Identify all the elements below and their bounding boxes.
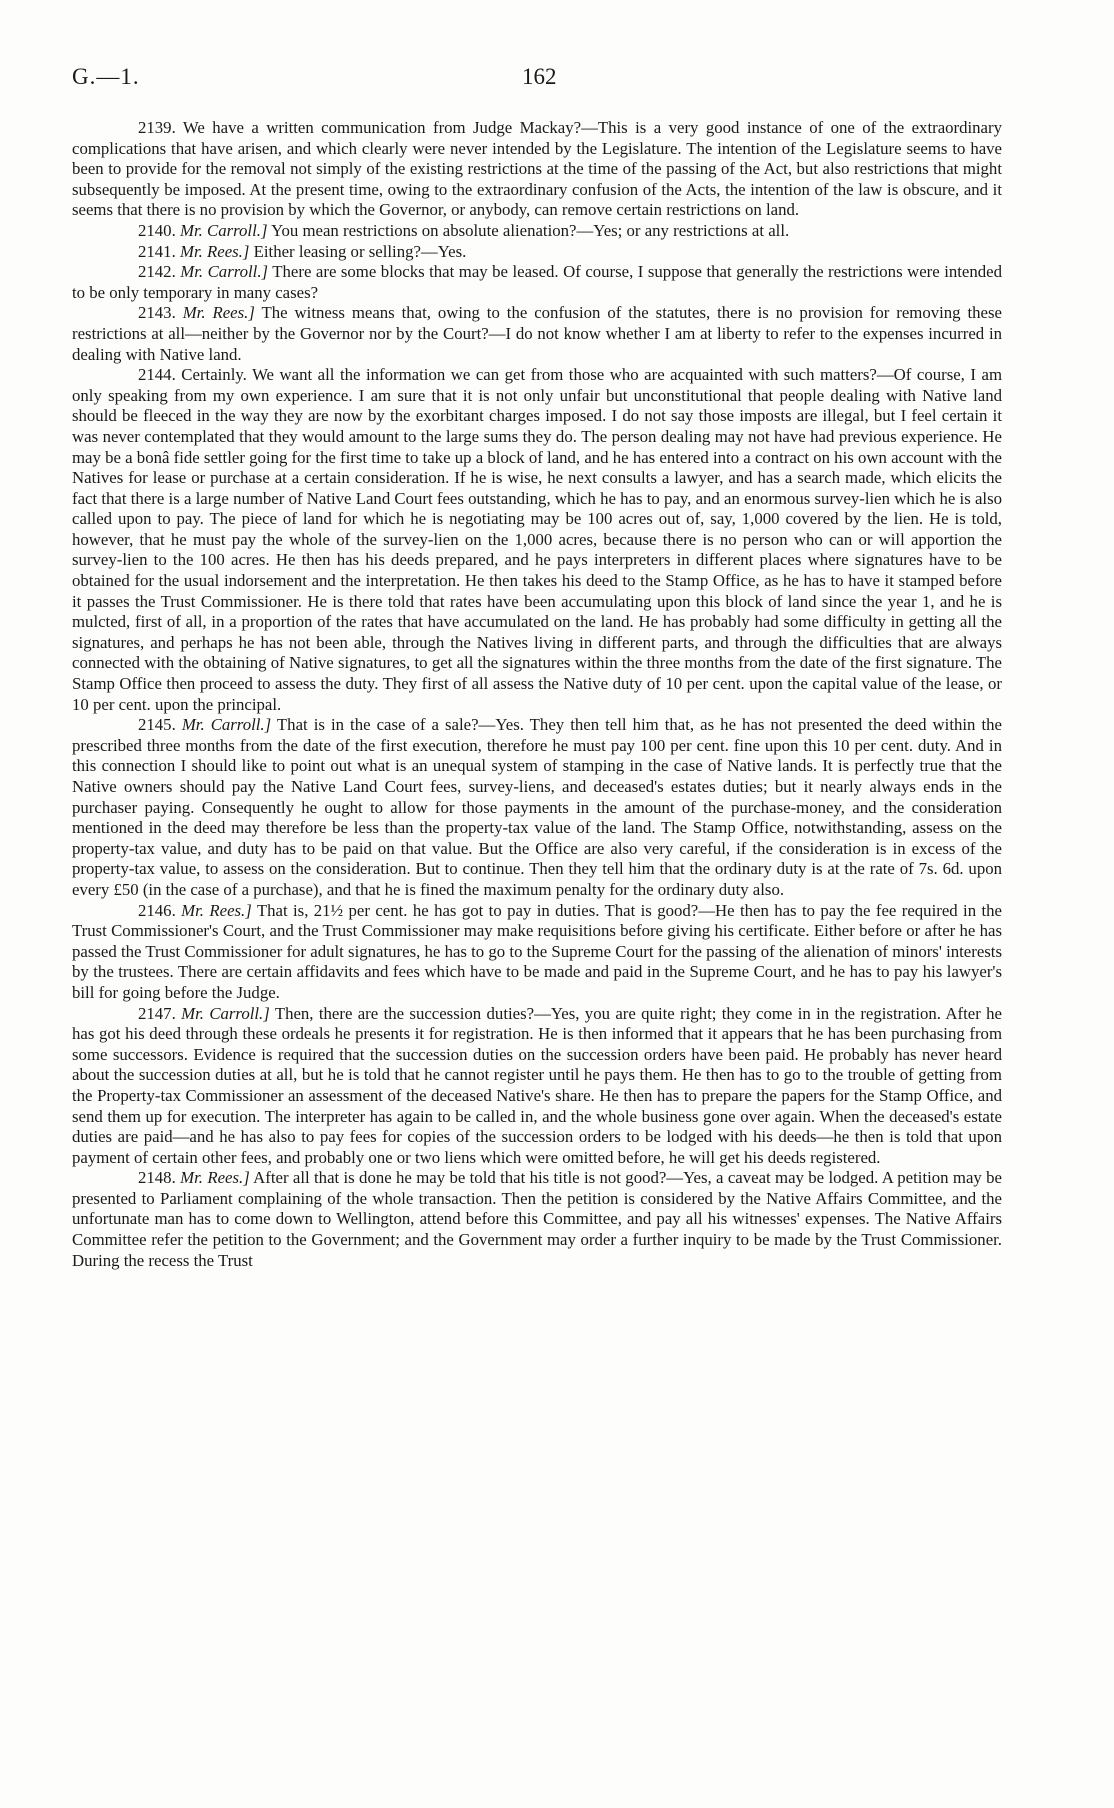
speaker-name: Mr. Carroll.]: [181, 1003, 270, 1023]
paragraph-2147: [72, 1004, 1002, 1169]
paragraph-number: 2140.: [138, 220, 176, 240]
page-number: 162: [522, 64, 557, 89]
paragraph-2148: [72, 1168, 1002, 1271]
speaker-name: Mr. Carroll.]: [179, 220, 268, 240]
document-reference: G.—1.: [72, 64, 140, 89]
paragraph-2140: [72, 221, 1002, 242]
paragraph-text: Either leasing or selling?—Yes.: [253, 241, 467, 261]
paragraph-number: 2144.: [138, 365, 176, 385]
paragraph-number: 2146.: [138, 900, 176, 920]
paragraph-number: 2139.: [138, 118, 176, 137]
paragraph-number: 2147.: [138, 1003, 176, 1023]
paragraph-text: You mean restrictions on absolute alienation?—Yes; or any restrictions at all.: [271, 220, 790, 240]
paragraph-text: Then, there are the succession duties?—Yes, you are quite right; they come in in the registration. After he has got his deed through these ordeals he presents it for registration. He is then informed that it appears that he has been purchasing from some successors. Evidence is required that the succession duties on the succession orders have been paid. He probably has never heard about the succession duties at all, but he is told that he cannot register until he pays them. He then has to go to the trouble of getting from the Property-tax Commissioner an assessment of the deceased Native's share. He then has to prepare the papers for the Stamp Office, and send them up for execution. The interpreter has again to be called in, and the whole business gone over again. When the deceased's estate duties are paid—and he has also to pay fees for copies of the succession orders to be lodged with his deeds—he then is told that upon payment of certain other fees, and probably one or two liens which were omitted before, he will get his deeds registered.: [72, 1003, 1002, 1167]
paragraph-2139: [72, 118, 1002, 221]
paragraph-number: 2142.: [138, 262, 176, 282]
paragraph-number: 2141.: [138, 241, 176, 261]
paragraph-number: 2148.: [138, 1168, 176, 1188]
paragraph-text: Certainly. We want all the information we can get from those who are acquainted with such matters?—Of course, I am only speaking from my own experience. I am sure that it is not only unfair but unconstitutional that people dealing with Native land should be fleeced in the way they are now by the exorbitant charges imposed. I do not say those imposts are illegal, but I feel certain it was never contemplated that they would amount to the large sums they do. The person dealing may not have had previous experience. He may be a bonâ fide settler going for the first time to take up a block of land, and he has entered into a contract on his own account with the Natives for lease or purchase at a certain consideration. If he is wise, he next consults a lawyer, and has a search made, which elicits the fact that there is a large number of Native Land Court fees outstanding, which he has to pay, and an enormous survey-lien which he is also called upon to pay. The piece of land for which he is negotiating may be 100 acres out of, say, 1,000 covered by the lien. He is told, however, that he must pay the whole of the survey-lien on the 1,000 acres, because there is no person who can or will apportion the survey-lien to the 100 acres. He then has his deeds prepared, and he pays interpreters in different places where signatures have to be obtained for the usual indorsement and the interpretation. He then takes his deed to the Stamp Office, as he has to have it stamped before it passes the Trust Commissioner. He is there told that rates have been accumulating upon this block of land since the year 1, and he is mulcted, first of all, in a proportion of the rates that have accumulated on the land. He has probably had some difficulty in getting all the signatures, and perhaps he has not been able, through the Natives living in different parts, and through the difficulties that are always connected with the obtaining of Native signatures, to get all the signatures within the three months from the date of the first signature. The Stamp Office then proceed to assess the duty. They first of all assess the Native duty of 10 per cent. upon the capital value of the lease, or 10 per cent. upon the principal.: [72, 365, 1002, 714]
page-header: [72, 64, 1042, 100]
paragraph-2141: [72, 242, 1002, 263]
paragraph-2145: [72, 715, 1002, 900]
paragraph-2143: [72, 303, 1002, 365]
speaker-name: Mr. Carroll.]: [181, 715, 272, 735]
paragraph-2142: [72, 262, 1002, 303]
paragraph-number: 2143.: [138, 303, 176, 323]
paragraph-text: After all that is done he may be told that his title is not good?—Yes, a caveat may be lodged. A petition may be presented to Parliament complaining of the whole transaction. Then the petition is considered by the Native Affairs Committee, and the unfortunate man has to come down to Wellington, attend before this Committee, and pay all his witnesses' expenses. The Native Affairs Committee refer the petition to the Government; and the Government may order a further inquiry to be made by the Trust Commissioner. During the recess the Trust: [72, 1168, 1002, 1270]
speaker-name: Mr. Rees.]: [180, 1168, 250, 1188]
speaker-name: Mr. Rees.]: [179, 241, 250, 261]
speaker-name: Mr. Rees.]: [181, 900, 252, 920]
paragraph-2146: [72, 901, 1002, 1004]
paragraph-text: There are some blocks that may be leased. Of course, I suppose that generally the restrictions were intended to be only temporary in many cases?: [72, 262, 1002, 302]
paragraph-text: We have a written communication from Judge Mackay?—This is a very good instance of one of the extraordinary complications that have arisen, and which clearly were never intended by the Legislature. The intention of the Legislature seems to have been to provide for the removal not simply of the existing restrictions at the time of the passing of the Act, but also restrictions that might subsequently be imposed. At the present time, owing to the extraordinary confusion of the Acts, the intention of the law is obscure, and it seems that there is no provision by which the Governor, or anybody, can remove certain restrictions on land.: [72, 118, 1002, 220]
speaker-name: Mr. Rees.]: [182, 303, 255, 323]
paragraph-text: That is, 21½ per cent. he has got to pay in duties. That is good?—He then has to pay the fee required in the Trust Commissioner's Court, and the Trust Commissioner may make requisitions before giving his certificate. Either before or after he has passed the Trust Commissioner for adult signatures, he has to go to the Supreme Court for the passing of the alienation of minors' interests by the trustees. There are certain affidavits and fees which have to be made and paid in the Supreme Court, and he has to pay his lawyer's bill for going before the Judge.: [72, 900, 1002, 1002]
paragraph-2144: [72, 365, 1002, 715]
paragraph-text: That is in the case of a sale?—Yes. They then tell him that, as he has not presented the deed within the prescribed three months from the date of the first execution, therefore he must pay 100 per cent. fine upon this 10 per cent. duty. And in this connection I should like to point out what is an unequal system of stamping in the case of Native lands. It is perfectly true that the Native owners should pay the Native Land Court fees, survey-liens, and deceased's estates duties; but it nearly always ends in the purchaser paying. Consequently he ought to allow for those payments in the amount of the purchase-money, and the consideration mentioned in the deed may therefore be less than the property-tax value of the land. The Stamp Office, notwithstanding, assess on the property-tax value, and duty has to be paid on that value. But the Office are also very careful, if the consideration is in excess of the property-tax value, to assess on the consideration. But to continue. Then they tell him that the ordinary duty is at the rate of 7s. 6d. upon every £50 (in the case of a purchase), and that he is fined the maximum penalty for the ordinary duty also.: [72, 715, 1002, 899]
paragraph-text: The witness means that, owing to the confusion of the statutes, there is no provision for removing these restrictions at all—neither by the Governor nor by the Court?—I do not know whether I am at liberty to refer to the expenses incurred in dealing with Native land.: [72, 303, 1002, 364]
paragraph-number: 2145.: [138, 715, 176, 735]
speaker-name: Mr. Carroll.]: [180, 262, 269, 282]
document-body: [72, 118, 1002, 1271]
